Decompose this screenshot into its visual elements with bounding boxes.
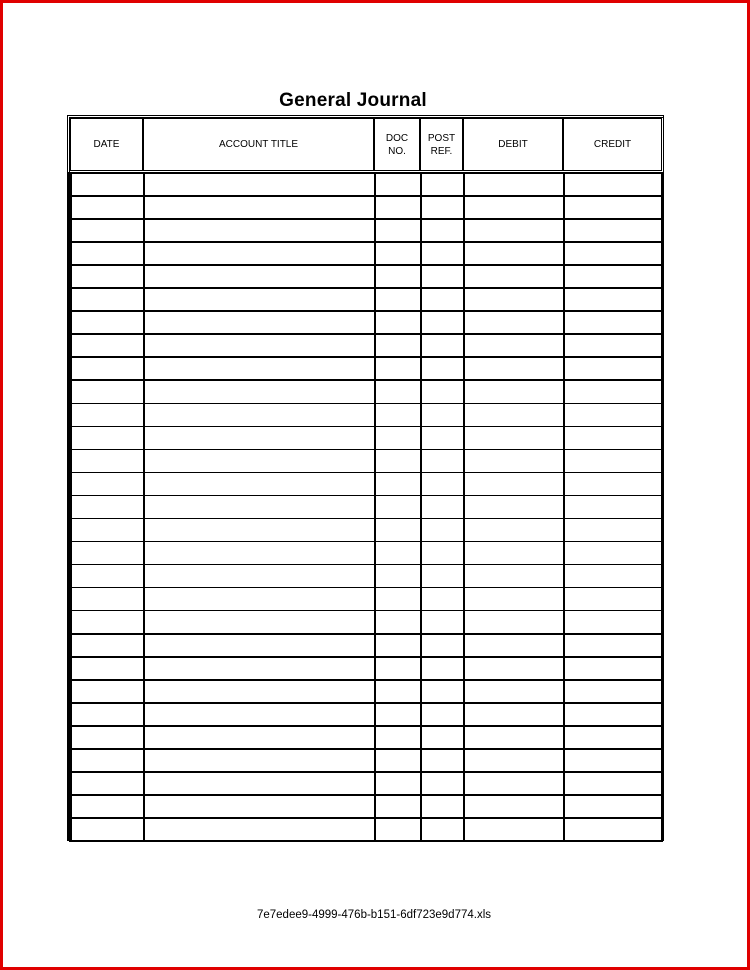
doc-no-cell[interactable] — [376, 796, 421, 818]
table-row — [70, 473, 662, 495]
post-ref-cell[interactable] — [422, 519, 464, 541]
table-row — [70, 289, 662, 311]
date-cell[interactable] — [72, 496, 144, 518]
account-title-cell[interactable] — [145, 404, 375, 426]
doc-no-cell[interactable] — [376, 658, 421, 680]
debit-cell[interactable] — [465, 312, 564, 334]
post-ref-cell[interactable] — [422, 450, 464, 472]
date-cell[interactable] — [72, 796, 144, 818]
header-label-line: NO. — [388, 145, 406, 157]
date-cell[interactable] — [72, 197, 144, 219]
account-title-cell[interactable] — [145, 381, 375, 403]
date-cell[interactable] — [72, 773, 144, 795]
credit-cell[interactable] — [565, 220, 663, 242]
credit-cell[interactable] — [565, 588, 663, 610]
table-row — [70, 681, 662, 703]
credit-cell[interactable] — [565, 658, 663, 680]
post-ref-cell[interactable] — [422, 197, 464, 219]
credit-cell[interactable] — [565, 243, 663, 265]
post-ref-cell[interactable] — [422, 381, 464, 403]
debit-cell[interactable] — [465, 404, 564, 426]
post-ref-cell[interactable] — [422, 819, 464, 841]
account-title-cell[interactable] — [145, 220, 375, 242]
table-row — [70, 266, 662, 288]
debit-cell[interactable] — [465, 750, 564, 772]
date-cell[interactable] — [72, 266, 144, 288]
table-row — [70, 588, 662, 610]
credit-cell[interactable] — [565, 727, 663, 749]
doc-no-cell[interactable] — [376, 588, 421, 610]
debit-cell[interactable] — [465, 658, 564, 680]
account-title-cell[interactable] — [145, 635, 375, 657]
post-ref-cell[interactable] — [422, 404, 464, 426]
date-cell[interactable] — [72, 588, 144, 610]
credit-cell[interactable] — [565, 174, 663, 196]
header-label-line: DEBIT — [498, 139, 528, 150]
doc-no-cell[interactable] — [376, 312, 421, 334]
account-title-cell[interactable] — [145, 750, 375, 772]
doc-no-cell[interactable] — [376, 404, 421, 426]
debit-cell[interactable] — [465, 289, 564, 311]
date-cell[interactable] — [72, 381, 144, 403]
table-row — [70, 796, 662, 818]
account-title-cell[interactable] — [145, 796, 375, 818]
post-ref-cell[interactable] — [422, 266, 464, 288]
post-ref-cell[interactable] — [422, 335, 464, 357]
post-ref-cell[interactable] — [422, 796, 464, 818]
table-row — [70, 635, 662, 657]
account-title-cell[interactable] — [145, 681, 375, 703]
doc-no-cell[interactable] — [376, 727, 421, 749]
doc-no-cell[interactable] — [376, 611, 421, 633]
table-row — [70, 243, 662, 265]
table-row — [70, 197, 662, 219]
doc-no-cell[interactable] — [376, 496, 421, 518]
doc-no-cell[interactable] — [376, 427, 421, 449]
credit-cell[interactable] — [565, 704, 663, 726]
post-ref-cell[interactable] — [422, 243, 464, 265]
post-ref-cell[interactable] — [422, 358, 464, 380]
account-title-cell[interactable] — [145, 197, 375, 219]
credit-cell[interactable] — [565, 381, 663, 403]
date-cell[interactable] — [72, 174, 144, 196]
journal-table — [67, 115, 664, 841]
account-title-cell[interactable] — [145, 243, 375, 265]
debit-cell[interactable] — [465, 358, 564, 380]
account-title-cell[interactable] — [145, 519, 375, 541]
debit-cell[interactable] — [465, 243, 564, 265]
post-ref-cell[interactable] — [422, 174, 464, 196]
debit-cell[interactable] — [465, 473, 564, 495]
post-ref-cell[interactable] — [422, 750, 464, 772]
account-title-cell[interactable] — [145, 312, 375, 334]
debit-cell[interactable] — [465, 496, 564, 518]
debit-cell[interactable] — [465, 197, 564, 219]
doc-no-cell[interactable] — [376, 750, 421, 772]
table-row — [70, 519, 662, 541]
account-title-cell[interactable] — [145, 473, 375, 495]
account-title-cell[interactable] — [145, 611, 375, 633]
post-ref-cell[interactable] — [422, 473, 464, 495]
table-row — [70, 174, 662, 196]
header-label-line: ACCOUNT TITLE — [218, 139, 299, 150]
doc-no-cell[interactable] — [376, 450, 421, 472]
credit-cell[interactable] — [565, 681, 663, 703]
header-label-line: REF. — [430, 145, 453, 157]
account-title-cell[interactable] — [145, 819, 375, 841]
credit-cell[interactable] — [565, 796, 663, 818]
date-cell[interactable] — [72, 611, 144, 633]
table-row — [70, 404, 662, 426]
date-cell[interactable] — [72, 450, 144, 472]
post-ref-cell[interactable] — [422, 427, 464, 449]
debit-cell[interactable] — [465, 681, 564, 703]
post-ref-cell[interactable] — [422, 681, 464, 703]
credit-cell[interactable] — [565, 819, 663, 841]
date-cell[interactable] — [72, 565, 144, 587]
credit-cell[interactable] — [565, 635, 663, 657]
doc-no-cell[interactable] — [376, 174, 421, 196]
table-row — [70, 611, 662, 633]
date-cell[interactable] — [72, 243, 144, 265]
debit-cell[interactable] — [465, 266, 564, 288]
column-rule-left-double — [67, 172, 69, 841]
account-title-cell[interactable] — [145, 542, 375, 564]
post-ref-cell[interactable] — [422, 312, 464, 334]
post-ref-cell[interactable] — [422, 635, 464, 657]
debit-cell[interactable] — [465, 427, 564, 449]
credit-cell[interactable] — [565, 773, 663, 795]
doc-no-cell[interactable] — [376, 773, 421, 795]
table-row — [70, 658, 662, 680]
table-row — [70, 565, 662, 587]
date-cell[interactable] — [72, 404, 144, 426]
doc-no-cell[interactable] — [376, 335, 421, 357]
debit-cell[interactable] — [465, 519, 564, 541]
table-row — [70, 704, 662, 726]
table-row — [70, 727, 662, 749]
account-title-cell[interactable] — [145, 704, 375, 726]
account-title-cell[interactable] — [145, 727, 375, 749]
account-title-cell[interactable] — [145, 450, 375, 472]
date-cell[interactable] — [72, 220, 144, 242]
date-cell[interactable] — [72, 750, 144, 772]
credit-cell[interactable] — [565, 450, 663, 472]
table-body — [67, 115, 664, 841]
account-title-cell[interactable] — [145, 174, 375, 196]
header-label-line: POST — [427, 132, 456, 144]
date-cell[interactable] — [72, 427, 144, 449]
debit-cell[interactable] — [465, 220, 564, 242]
credit-cell[interactable] — [565, 289, 663, 311]
table-row — [70, 335, 662, 357]
post-ref-cell[interactable] — [422, 611, 464, 633]
credit-cell[interactable] — [565, 611, 663, 633]
debit-cell[interactable] — [465, 635, 564, 657]
debit-cell[interactable] — [465, 611, 564, 633]
table-row — [70, 542, 662, 564]
table-row — [70, 773, 662, 795]
debit-cell[interactable] — [465, 588, 564, 610]
account-title-cell[interactable] — [145, 335, 375, 357]
doc-no-cell[interactable] — [376, 681, 421, 703]
table-row — [70, 450, 662, 472]
credit-cell[interactable] — [565, 335, 663, 357]
doc-no-cell[interactable] — [376, 473, 421, 495]
date-cell[interactable] — [72, 358, 144, 380]
date-cell[interactable] — [72, 542, 144, 564]
account-title-cell[interactable] — [145, 358, 375, 380]
credit-cell[interactable] — [565, 266, 663, 288]
header-label-line: DOC — [385, 132, 409, 144]
doc-no-cell[interactable] — [376, 358, 421, 380]
footer-filename: 7e7edee9-4999-476b-b151-6df723e9d774.xls — [256, 909, 492, 921]
post-ref-cell[interactable] — [422, 220, 464, 242]
post-ref-cell[interactable] — [422, 727, 464, 749]
credit-cell[interactable] — [565, 542, 663, 564]
post-ref-cell[interactable] — [422, 588, 464, 610]
debit-cell[interactable] — [465, 450, 564, 472]
date-cell[interactable] — [72, 519, 144, 541]
header-label-line: CREDIT — [593, 139, 632, 150]
debit-cell[interactable] — [465, 796, 564, 818]
doc-no-cell[interactable] — [376, 243, 421, 265]
date-cell[interactable] — [72, 289, 144, 311]
post-ref-cell[interactable] — [422, 289, 464, 311]
table-row — [70, 427, 662, 449]
table-row — [70, 312, 662, 334]
debit-cell[interactable] — [465, 381, 564, 403]
date-cell[interactable] — [72, 819, 144, 841]
doc-no-cell[interactable] — [376, 565, 421, 587]
account-title-cell[interactable] — [145, 496, 375, 518]
table-row — [70, 819, 662, 841]
doc-no-cell[interactable] — [376, 289, 421, 311]
debit-cell[interactable] — [465, 819, 564, 841]
table-row — [70, 381, 662, 403]
doc-no-cell[interactable] — [376, 266, 421, 288]
debit-cell[interactable] — [465, 542, 564, 564]
date-cell[interactable] — [72, 727, 144, 749]
credit-cell[interactable] — [565, 197, 663, 219]
date-cell[interactable] — [72, 473, 144, 495]
debit-cell[interactable] — [465, 773, 564, 795]
credit-cell[interactable] — [565, 565, 663, 587]
debit-cell[interactable] — [465, 704, 564, 726]
post-ref-cell[interactable] — [422, 773, 464, 795]
table-row — [70, 750, 662, 772]
date-cell[interactable] — [72, 704, 144, 726]
date-cell[interactable] — [72, 658, 144, 680]
debit-cell[interactable] — [465, 174, 564, 196]
post-ref-cell[interactable] — [422, 542, 464, 564]
account-title-cell[interactable] — [145, 266, 375, 288]
credit-cell[interactable] — [565, 473, 663, 495]
table-row — [70, 220, 662, 242]
post-ref-cell[interactable] — [422, 496, 464, 518]
credit-cell[interactable] — [565, 750, 663, 772]
credit-cell[interactable] — [565, 358, 663, 380]
doc-no-cell[interactable] — [376, 381, 421, 403]
credit-cell[interactable] — [565, 404, 663, 426]
credit-cell[interactable] — [565, 496, 663, 518]
account-title-cell[interactable] — [145, 289, 375, 311]
debit-cell[interactable] — [465, 565, 564, 587]
debit-cell[interactable] — [465, 727, 564, 749]
doc-no-cell[interactable] — [376, 519, 421, 541]
table-row — [70, 496, 662, 518]
credit-cell[interactable] — [565, 312, 663, 334]
post-ref-cell[interactable] — [422, 565, 464, 587]
account-title-cell[interactable] — [145, 773, 375, 795]
doc-no-cell[interactable] — [376, 220, 421, 242]
table-row — [70, 358, 662, 380]
page-title: General Journal — [279, 90, 427, 111]
date-cell[interactable] — [72, 681, 144, 703]
account-title-cell[interactable] — [145, 565, 375, 587]
doc-no-cell[interactable] — [376, 819, 421, 841]
doc-no-cell[interactable] — [376, 197, 421, 219]
doc-no-cell[interactable] — [376, 704, 421, 726]
debit-cell[interactable] — [465, 335, 564, 357]
credit-cell[interactable] — [565, 427, 663, 449]
credit-cell[interactable] — [565, 519, 663, 541]
date-cell[interactable] — [72, 312, 144, 334]
account-title-cell[interactable] — [145, 427, 375, 449]
date-cell[interactable] — [72, 635, 144, 657]
header-label-line: DATE — [93, 139, 120, 150]
account-title-cell[interactable] — [145, 658, 375, 680]
account-title-cell[interactable] — [145, 588, 375, 610]
doc-no-cell[interactable] — [376, 635, 421, 657]
post-ref-cell[interactable] — [422, 704, 464, 726]
post-ref-cell[interactable] — [422, 658, 464, 680]
doc-no-cell[interactable] — [376, 542, 421, 564]
date-cell[interactable] — [72, 335, 144, 357]
